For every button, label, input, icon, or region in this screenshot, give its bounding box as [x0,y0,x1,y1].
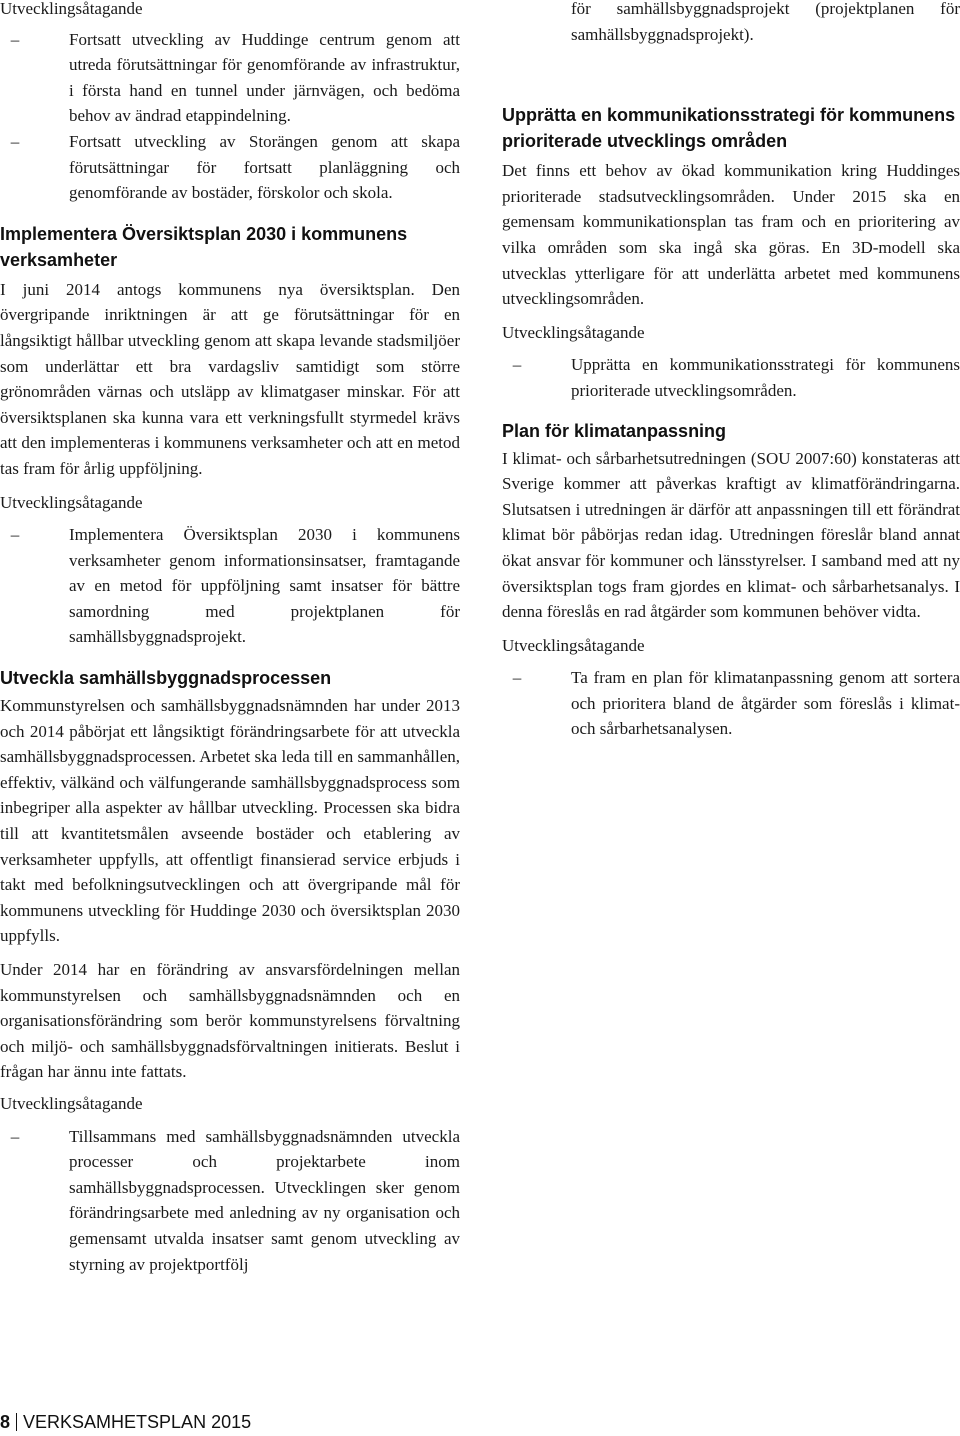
section-heading: Utveckla samhällsbyggnadsprocessen [0,668,332,689]
right-column [502,0,960,742]
section-heading: Upprätta en kommunikationsstrategi för kommunens prioriterade utvecklings områden [502,105,956,152]
bullet-text: Ta fram en plan för klimatanpassning genom att sortera och prioritera bland de åtgärder som föreslås i klimat- och sårbarhetsanalysen. [571,668,960,739]
body-paragraph: Kommunstyrelsen och samhällsbyggnadsnämnden har under 2013 och 2014 påbörjat ett långsiktigt förändringsarbete för att utveckla samhällsbyggnadsprocessen. Arbetet ska leda till en sammanhållen, effektiv, välkänd och välfungerande samhällsbyggnadsprocess som inbegriper alla aspekter av hållbar utveckling. Processen ska bidra till att kvantitetsmålen avseende bostäder och etablering av verksamheter uppfylls, att offentligt finansierad service erbjuds i takt med befolkningsutvecklingen och att övergripande mål för kommunens utveckling för Huddinge 2030 och översiktsplan 2030 uppfylls. [0,696,460,946]
bullet-item [0,522,460,650]
body-paragraph: Det finns ett behov av ökad kommunikation kring Huddinges prioriterade stadsutvecklingsområden. Under 2015 ska en gemensam kommunikationsplan tas fram och en prioritering av vilka områden som ska ingå ska göras. En 3D-modell ska utvecklas ytterligare för att underlätta arbetet med kommunens utvecklingsområden. [502,161,960,309]
section-label: Utvecklingsåtagande [0,492,143,512]
section-heading: Plan för klimatanpassning [502,420,727,441]
left-column [0,0,460,1277]
body-paragraph: I klimat- och sårbarhetsutredningen (SOU 2007:60) konstateras att Sverige kommer att påverkas kraftigt av klimatförändringarna. Slutsatsen i utredningen är därför att anpassningen till ett förändrat klimat bör påbörjas redan idag. Utredningen föreslår bland annat ökat ansvar för kommuner och länsstyrelser. I samband med att ny översiktsplan togs fram gjordes en klimat- och sårbarhetsanalys. I denna föreslås en rad åtgärder som kommunen behöver vidta. [502,448,960,622]
bullet-item [502,352,960,403]
section-label: Utvecklingsåtagande [0,0,143,18]
bullet-text: Fortsatt utveckling av Storängen genom att skapa förutsättningar för fortsatt planläggning och genomförande av bostäder, förskolor och skola. [69,131,460,203]
bullet-item [0,27,460,129]
bullet-dash: – [512,355,522,375]
bullet-text: för samhällsbyggnadsprojekt (projektplanen för samhällsbyggnadsprojekt). [571,0,960,44]
bullet-item [0,129,460,206]
continued-text [502,0,960,47]
bullet-dash: – [10,29,20,49]
section-label: Utvecklingsåtagande [502,322,645,342]
section-label: Utvecklingsåtagande [502,635,645,655]
bullet-item [502,665,960,742]
bullet-text: Implementera Översiktsplan 2030 i kommunens verksamheter genom informationsinsatser, framtagande av en metod för uppföljning samt insatser för bättre samordning med projektplanen för samhällsbyggnadsprojekt. [69,525,460,647]
bullet-dash: – [10,525,20,545]
bullet-dash: – [10,1126,20,1146]
body-paragraph: I juni 2014 antogs kommunens nya översiktsplan. Den övergripande inriktningen är att ge förutsättningar för en långsiktigt hållbar utveckling genom att skapa levande stadsmiljöer som underlättar ett bra vardagsliv samtidigt som större grönområden värnas och utsläpp av klimatgaser minskar. För att översiktsplanen ska kunna vara ett verkningsfullt styrmedel krävs att den implementeras i kommunens verksamheter och att en metod tas fram för årlig uppföljning. [0,279,460,478]
bullet-dash: – [512,668,522,688]
bullet-text: Upprätta en kommunikationsstrategi för kommunens prioriterade utvecklingsområden. [571,355,960,400]
page-number: 8 [0,1412,11,1432]
section-label: Utvecklingsåtagande [0,1093,143,1113]
page-footer [0,1412,251,1433]
footer-divider [16,1413,17,1431]
section-heading: Implementera Översiktsplan 2030 i kommunens verksamheter [0,223,408,270]
bullet-dash: – [10,131,20,151]
bullet-text: Fortsatt utveckling av Huddinge centrum genom att utreda förutsättningar för genomförande av infrastruktur, i första hand en tunnel under järnvägen, och bedöma behov av ändrad etappindelning. [69,29,460,126]
footer-title: VERKSAMHETSPLAN 2015 [23,1412,252,1432]
bullet-text: Tillsammans med samhällsbyggnadsnämnden utveckla processer och projektarbete inom samhällsbyggnadsprocessen. Utvecklingen sker genom förändringsarbete med anledning av ny organisation och gemensamt utvalda insatser samt genom utveckling av styrning av projektportfölj [69,1126,460,1274]
body-paragraph: Under 2014 har en förändring av ansvarsfördelningen mellan kommunstyrelsen och samhällsbyggnadsnämnden och en organisationsförändring som berör kommunstyrelsens förvaltning och miljö- och samhällsbyggnadsförvaltningen initierats. Beslut i frågan har ännu inte fattats. [0,960,460,1082]
bullet-item [0,1124,460,1278]
